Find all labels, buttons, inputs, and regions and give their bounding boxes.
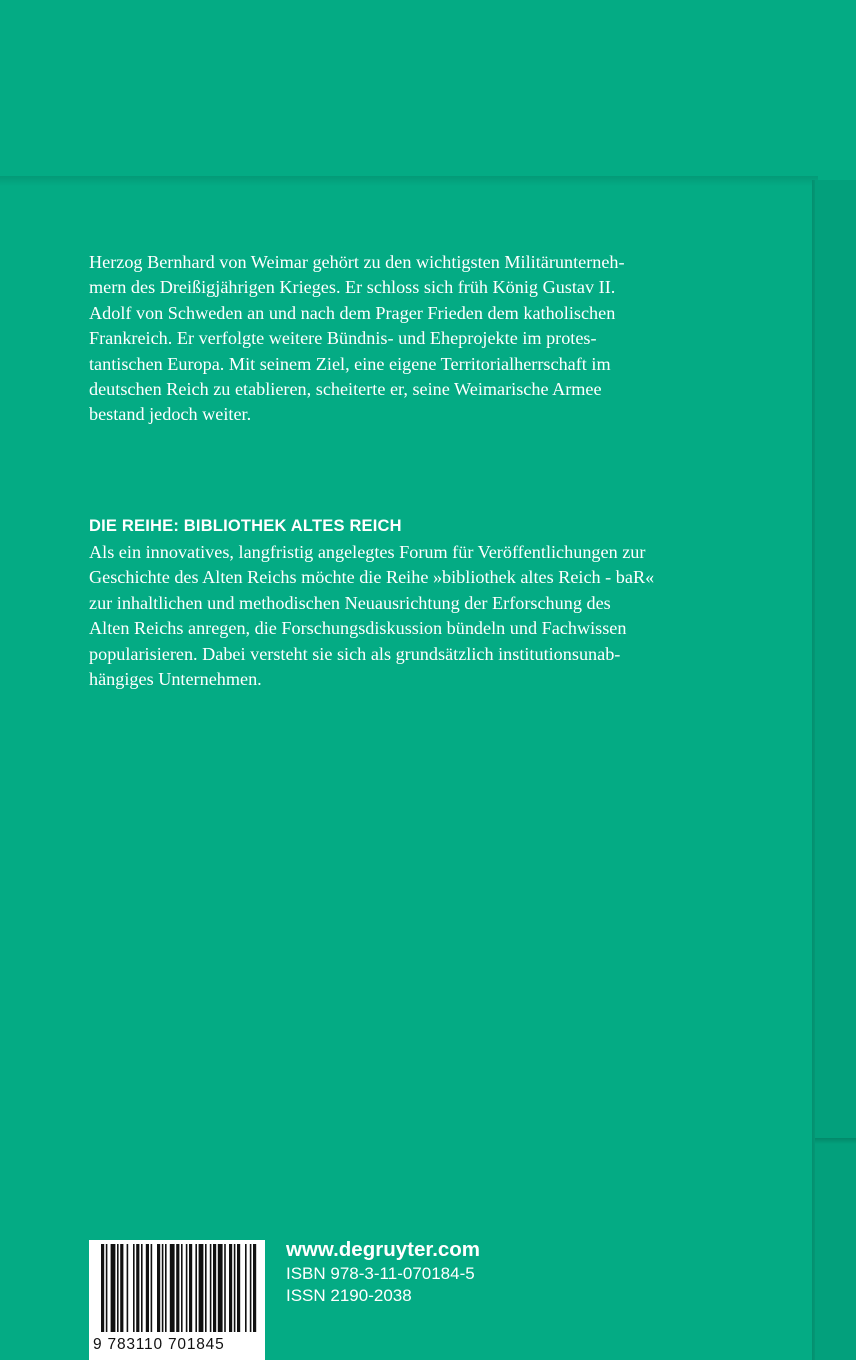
blurb-line: Herzog Bernhard von Weimar gehört zu den wichtigsten Militärunterneh- (89, 252, 625, 272)
barcode-bar (176, 1244, 179, 1332)
barcode-bar (210, 1244, 212, 1332)
barcode-bar (106, 1244, 108, 1332)
barcode-bar (151, 1244, 153, 1332)
series-description (89, 540, 749, 692)
series-line: Als ein innovatives, langfristig angelegtes Forum für Veröffentlichungen zur (89, 542, 646, 562)
blurb-line: Adolf von Schweden an und nach dem Prager Frieden dem katholischen (89, 302, 616, 323)
cover-top-shadow (0, 176, 818, 186)
barcode-bar (101, 1244, 104, 1332)
series-line: hängiges Unternehmen. (89, 669, 262, 690)
barcode-bar (245, 1244, 247, 1332)
barcode-bar (181, 1244, 183, 1332)
series-line: Alten Reichs anregen, die Forschungsdiskussion bündeln und Fachwissen (89, 618, 627, 639)
barcode-bar (229, 1244, 232, 1332)
barcode-bar (170, 1244, 175, 1332)
barcode-bar (186, 1244, 188, 1332)
barcode-bars (89, 1240, 265, 1336)
barcode-bar (117, 1244, 119, 1332)
barcode-bar (127, 1244, 129, 1332)
barcode-bar (136, 1244, 139, 1332)
barcode-bar (205, 1244, 207, 1332)
barcode-bar (250, 1244, 252, 1332)
blurb-line: mern des Dreißigjährigen Krieges. Er schloss sich früh König Gustav II. (89, 277, 616, 298)
barcode-bar (165, 1244, 167, 1332)
barcode-bar (253, 1244, 256, 1332)
barcode-bar (157, 1244, 160, 1332)
barcode-digits: 9 783110 701845 (93, 1336, 225, 1353)
barcode-bar (199, 1244, 204, 1332)
issn-number: ISSN 2190-2038 (286, 1286, 412, 1305)
cover-right-edge (815, 180, 856, 1360)
barcode-bar (213, 1244, 216, 1332)
barcode-bar (234, 1244, 236, 1332)
blurb-line: bestand jedoch weiter. (89, 404, 252, 425)
book-blurb (89, 250, 729, 428)
publisher-info (286, 1237, 480, 1307)
blurb-line: tantischen Europa. Mit seinem Ziel, eine eigene Territorialherrschaft im (89, 353, 611, 374)
series-line: popularisieren. Dabei versteht sie sich als grundsätzlich institutionsunab- (89, 643, 621, 664)
barcode-bar (162, 1244, 164, 1332)
barcode-bar (120, 1244, 123, 1332)
isbn-barcode (89, 1240, 265, 1360)
publisher-url[interactable]: www.degruyter.com (286, 1238, 481, 1261)
barcode-bar (218, 1244, 223, 1332)
barcode-bar (111, 1244, 116, 1332)
series-heading: DIE REIHE: BIBLIOTHEK ALTES REICH (89, 517, 402, 535)
isbn-number: ISBN 978-3-11-070184-5 (286, 1264, 475, 1283)
barcode-bar (133, 1244, 135, 1332)
blurb-line: deutschen Reich zu etablieren, scheiterte er, seine Weimarische Armee (89, 379, 602, 400)
series-line: zur inhaltlichen und methodischen Neuausrichtung der Erforschung des (89, 592, 611, 613)
barcode-bar (146, 1244, 149, 1332)
series-line: Geschichte des Alten Reichs möchte die Reihe »bibliothek altes Reich - baR« (89, 567, 655, 588)
barcode-bar (224, 1244, 226, 1332)
barcode-bar (195, 1244, 197, 1332)
blurb-line: Frankreich. Er verfolgte weitere Bündnis- und Eheprojekte im protes- (89, 328, 597, 349)
barcode-bar (189, 1244, 192, 1332)
cover-fold-line (815, 1138, 856, 1144)
barcode-bar (141, 1244, 143, 1332)
barcode-bar (237, 1244, 240, 1332)
